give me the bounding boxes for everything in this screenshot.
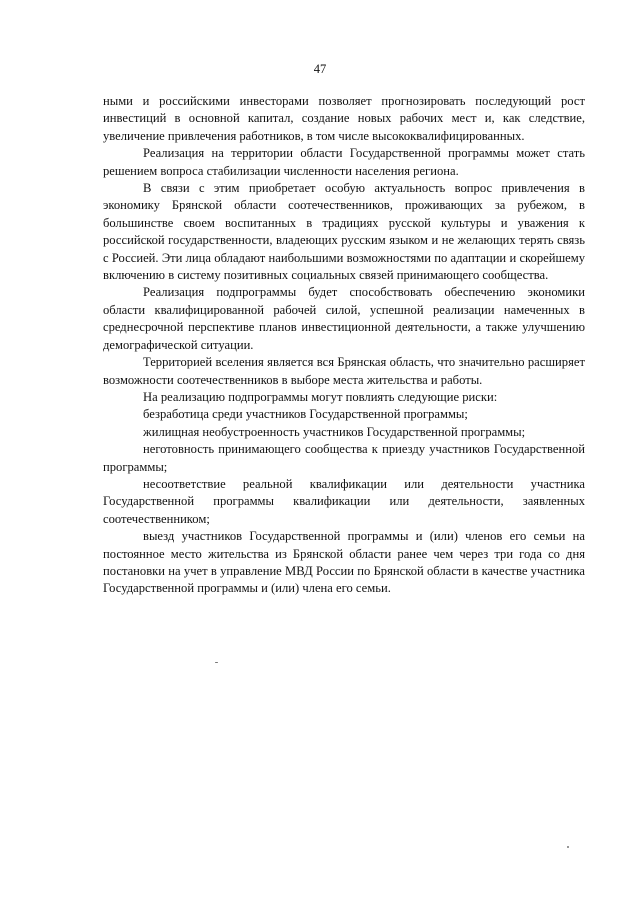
paragraph-7: безработица среди участников Государственной программы; xyxy=(143,407,468,422)
paragraph-3: В связи с этим приобретает особую актуальность вопрос привлечения в экономику Брянской области соотечественников, проживающих за рубежом, в большинстве своем воспитанных в традициях русской культуры и уважения к российской государственности, владеющих русским языком и не желающих терять связь с Россией. Эти лица обладают наибольшими возможностями по адаптации и скорейшему включению в систему позитивных социальных связей принимающего сообщества. xyxy=(103,181,585,283)
paragraph-8: жилищная необустроенность участников Государственной программы; xyxy=(143,424,526,439)
paragraph-11: выезд участников Государственной программы и (или) членов его семьи на постоянное место жительства из Брянской области ранее чем через три года со дня постановки на учет в управление МВД России по Брянской области в качестве участника Государственной программы и (или) члена его семьи. xyxy=(103,529,585,596)
paragraph-10: несоответствие реальной квалификации или деятельности участника Государственной программы квалификации или деятельности, заявленных соотечественником; xyxy=(103,476,585,526)
document-body xyxy=(103,93,585,598)
paragraph-6: На реализацию подпрограммы могут повлиять следующие риски: xyxy=(143,389,498,404)
page-number: 47 xyxy=(313,62,327,76)
paragraph-9: неготовность принимающего сообщества к приезду участников Государственной программы; xyxy=(103,442,585,474)
scan-speck xyxy=(567,846,569,848)
paragraph-5: Территорией вселения является вся Брянская область, что значительно расширяет возможности соотечественников в выборе места жительства и работы. xyxy=(103,355,585,387)
paragraph-1: ными и российскими инвесторами позволяет прогнозировать последующий рост инвестиций в основной капитал, создание новых рабочих мест и, как следствие, увеличение привлечения работников, в том числе высококвалифицированных. xyxy=(103,94,585,143)
scan-speck xyxy=(215,662,218,663)
paragraph-2: Реализация на территории области Государственной программы может стать решением вопроса стабилизации численности населения региона. xyxy=(103,146,585,178)
paragraph-4: Реализация подпрограммы будет способствовать обеспечению экономики области квалифицированной рабочей силой, успешной реализации намеченных в среднесрочной перспективе планов инвестиционной деятельности, а также улучшению демографической ситуации. xyxy=(103,285,585,352)
